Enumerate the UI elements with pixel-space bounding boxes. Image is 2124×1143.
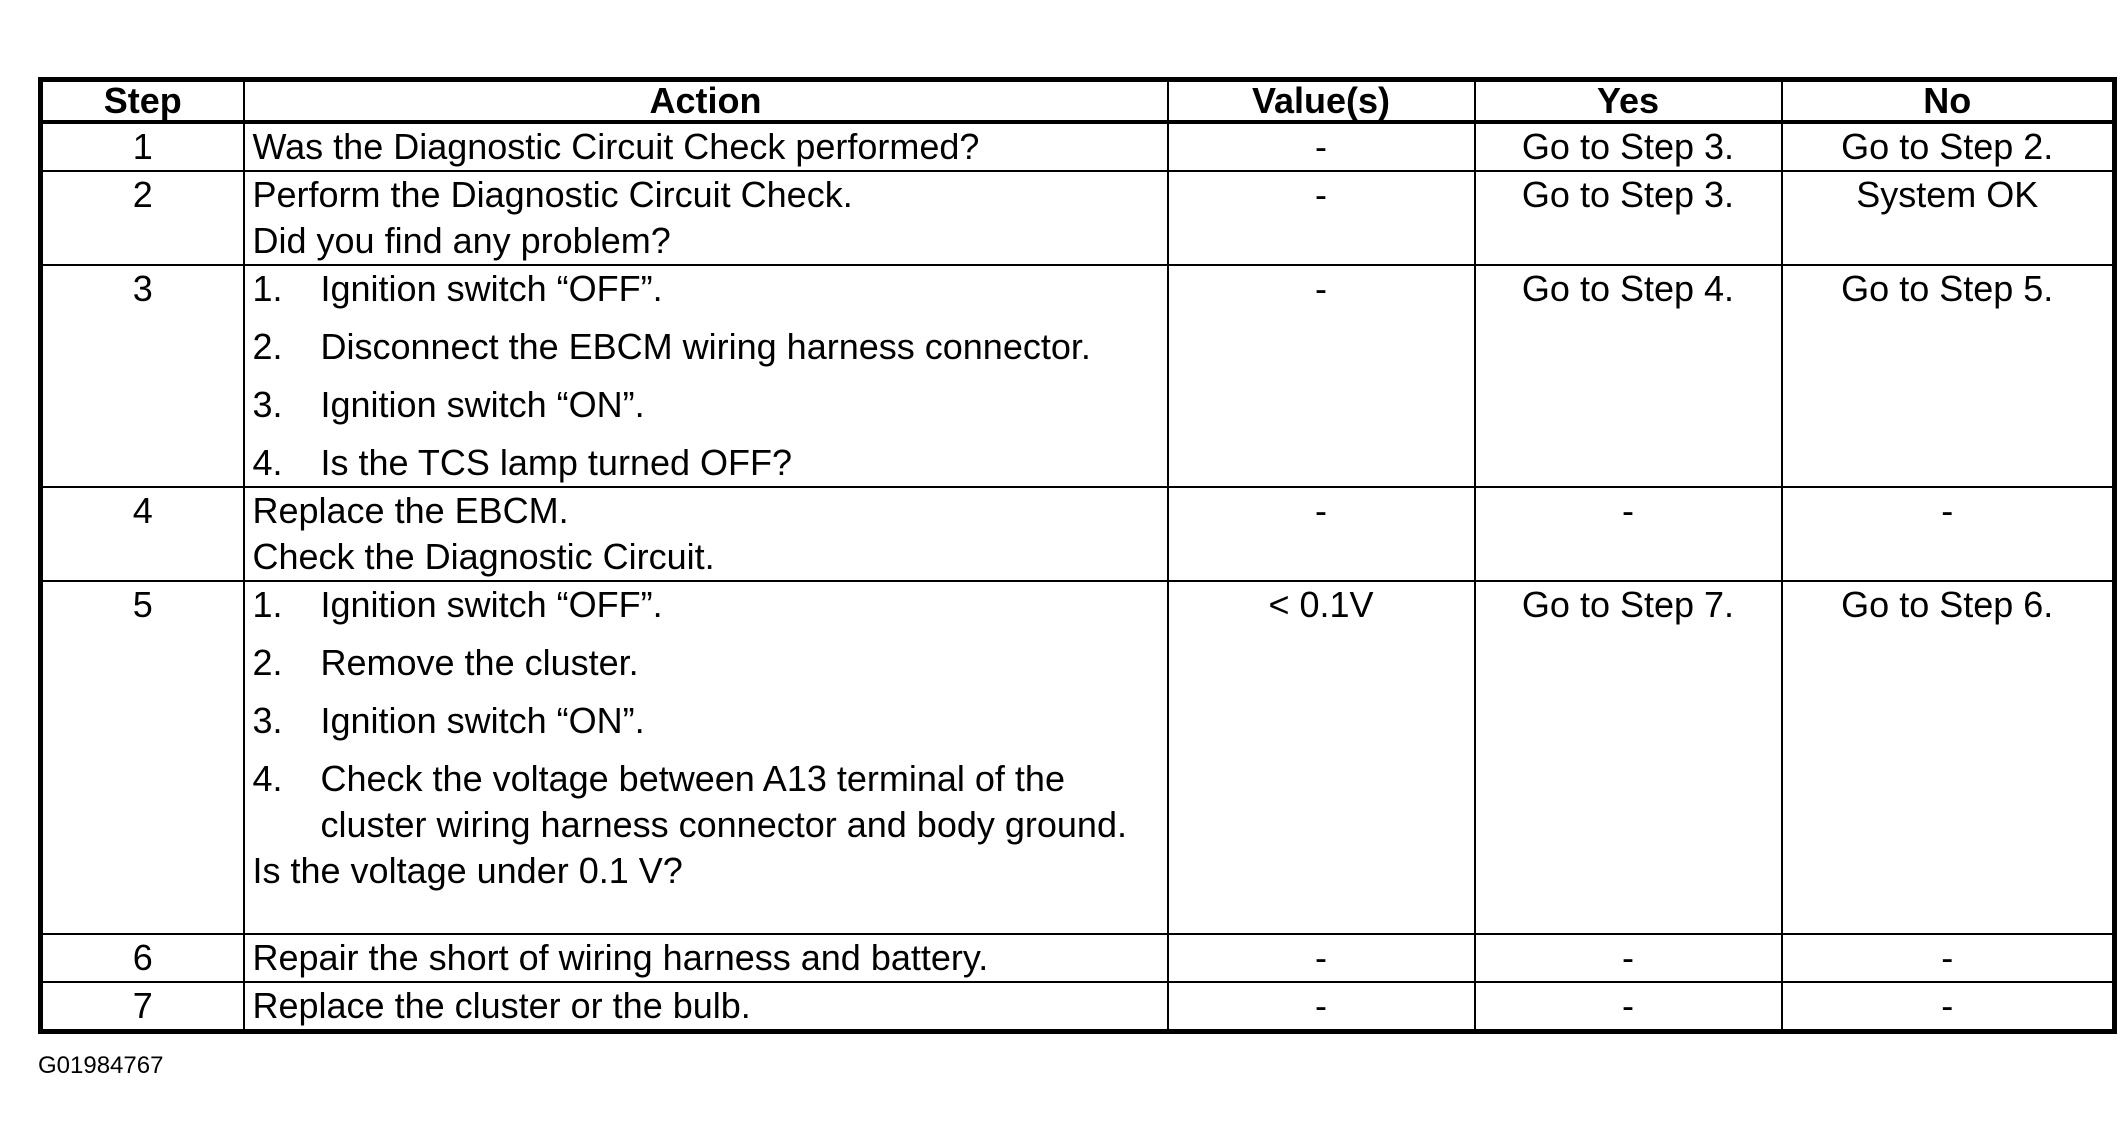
action-step-text: Is the TCS lamp turned OFF? <box>320 442 793 483</box>
action-step-number: 2. <box>252 326 283 367</box>
table-row <box>41 122 2115 171</box>
action-cell <box>244 171 1168 265</box>
value-cell: - <box>1168 171 1475 265</box>
action-step-number: 4. <box>252 442 283 483</box>
action-cell <box>244 982 1168 1032</box>
action-step-text: Ignition switch “OFF”. <box>320 584 663 625</box>
yes-cell: - <box>1475 934 1782 982</box>
value-cell: - <box>1168 122 1475 171</box>
action-step-text: Ignition switch “OFF”. <box>320 268 663 309</box>
diagnostic-table <box>38 77 2117 1034</box>
yes-cell: Go to Step 3. <box>1475 171 1782 265</box>
action-step <box>253 266 1161 324</box>
action-step-number: 1. <box>252 584 283 625</box>
action-line: Repair the short of wiring harness and battery. <box>252 937 989 978</box>
value-cell: < 0.1V <box>1168 581 1475 934</box>
action-cell <box>244 581 1168 934</box>
yes-cell: - <box>1475 982 1782 1032</box>
table-row <box>41 171 2115 265</box>
action-cell <box>244 265 1168 487</box>
step-cell: 7 <box>41 982 244 1032</box>
yes-cell: Go to Step 7. <box>1475 581 1782 934</box>
table-row <box>41 487 2115 581</box>
table-row <box>41 265 2115 487</box>
action-line: Check the Diagnostic Circuit. <box>252 536 715 577</box>
no-cell: - <box>1782 982 2115 1032</box>
value-cell: - <box>1168 265 1475 487</box>
action-step <box>253 698 1161 756</box>
no-cell: Go to Step 6. <box>1782 581 2115 934</box>
action-step <box>253 756 1161 848</box>
no-cell: Go to Step 5. <box>1782 265 2115 487</box>
yes-cell: - <box>1475 487 1782 581</box>
action-step <box>253 640 1161 698</box>
action-step-number: 2. <box>252 642 283 683</box>
header-yes: Yes <box>1475 80 1782 123</box>
action-question: Is the voltage under 0.1 V? <box>252 850 683 891</box>
header-step: Step <box>41 80 244 123</box>
header-action: Action <box>244 80 1168 123</box>
action-line: Did you find any problem? <box>252 220 671 261</box>
table-row <box>41 934 2115 982</box>
action-step-list <box>253 266 1161 486</box>
action-step-number: 1. <box>252 268 283 309</box>
no-cell: - <box>1782 487 2115 581</box>
action-step-text: Ignition switch “ON”. <box>320 384 645 425</box>
yes-cell: Go to Step 4. <box>1475 265 1782 487</box>
action-cell <box>244 487 1168 581</box>
action-cell <box>244 934 1168 982</box>
no-cell: Go to Step 2. <box>1782 122 2115 171</box>
action-step <box>253 324 1161 382</box>
action-step-number: 3. <box>252 700 283 741</box>
action-step-text: Remove the cluster. <box>320 642 639 683</box>
step-cell: 5 <box>41 581 244 934</box>
value-cell: - <box>1168 487 1475 581</box>
action-line: Replace the EBCM. <box>252 490 569 531</box>
action-line: Replace the cluster or the bulb. <box>252 985 751 1026</box>
action-step-text: Check the voltage between A13 terminal of the cluster wiring harness connector and body ground. <box>320 758 1127 845</box>
action-step <box>253 440 1161 486</box>
step-cell: 4 <box>41 487 244 581</box>
action-step-list <box>253 582 1161 848</box>
yes-cell: Go to Step 3. <box>1475 122 1782 171</box>
step-cell: 1 <box>41 122 244 171</box>
action-step-number: 3. <box>252 384 283 425</box>
table-row <box>41 982 2115 1032</box>
table-row <box>41 581 2115 934</box>
value-cell: - <box>1168 934 1475 982</box>
header-values: Value(s) <box>1168 80 1475 123</box>
action-step <box>253 582 1161 640</box>
action-cell <box>244 122 1168 171</box>
value-cell: - <box>1168 982 1475 1032</box>
step-cell: 6 <box>41 934 244 982</box>
figure-id: G01984767 <box>38 1052 164 1079</box>
action-line: Perform the Diagnostic Circuit Check. <box>252 174 853 215</box>
action-step-text: Disconnect the EBCM wiring harness connector. <box>320 326 1091 367</box>
action-step-number: 4. <box>252 758 283 799</box>
action-step-text: Ignition switch “ON”. <box>320 700 645 741</box>
step-cell: 3 <box>41 265 244 487</box>
header-no: No <box>1782 80 2115 123</box>
no-cell: System OK <box>1782 171 2115 265</box>
table-body <box>41 122 2115 1032</box>
action-line: Was the Diagnostic Circuit Check performed? <box>252 126 980 167</box>
action-step <box>253 382 1161 440</box>
header-row <box>41 80 2115 123</box>
step-cell: 2 <box>41 171 244 265</box>
no-cell: - <box>1782 934 2115 982</box>
